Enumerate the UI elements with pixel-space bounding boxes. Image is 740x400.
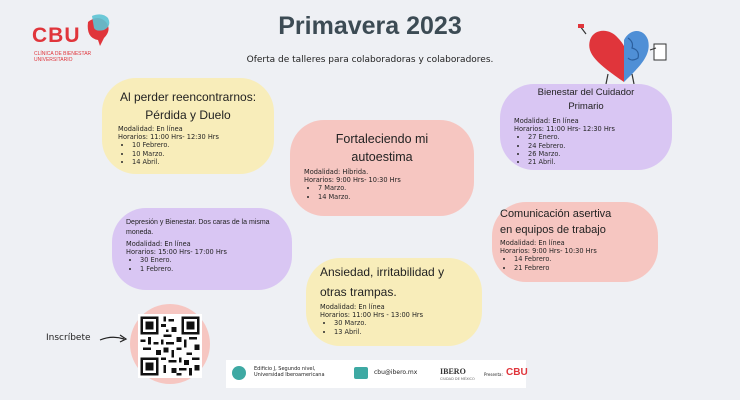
workshop-card-comunicacion-asertiva[interactable] [492, 202, 658, 282]
date-item: • 24 Febrero. [528, 142, 658, 150]
workshop-modalidad: Modalidad: En línea [514, 117, 579, 125]
presenta-label: Presenta: [484, 372, 503, 377]
workshop-title: Al perder reencontrarnos: Pérdida y Duelo [119, 90, 257, 122]
location-pin-icon [232, 366, 246, 380]
date-item: • 14 Marzo. [318, 193, 460, 201]
workshop-card-cuidador-primario[interactable] [500, 84, 672, 170]
date-item: • 30 Marzo. [334, 319, 468, 327]
workshop-horario: Horarios: 9:00 Hrs- 10:30 Hrs [500, 247, 597, 256]
workshop-title: Depresión y Bienestar. Dos caras de la misma moneda. [126, 219, 270, 236]
date-item: • 27 Enero. [528, 133, 658, 141]
workshop-modalidad: Modalidad: En línea [500, 239, 565, 247]
date-item: • 14 Febrero. [514, 255, 650, 263]
date-item: • 1 Febrero. [140, 265, 278, 273]
footer-email-link[interactable]: cbu@ibero.mx [374, 369, 418, 376]
workshop-horario: Horarios: 11:00 Hrs- 12:30 Hrs [118, 133, 219, 142]
workshop-dates [132, 141, 258, 166]
workshop-title: Fortaleciendo mi autoestima [335, 132, 429, 164]
date-item: • 30 Enero. [140, 256, 278, 264]
date-item: • 26 Marzo. [528, 150, 658, 158]
date-item: • 13 Abril. [334, 328, 468, 336]
workshop-horario: Horarios: 11:00 Hrs - 13:00 Hrs [320, 311, 424, 320]
page-title: Primavera 2023 [278, 12, 462, 40]
date-item: • 14 Abril. [132, 158, 258, 166]
workshop-card-perdida-duelo[interactable] [102, 78, 274, 174]
workshop-modalidad: Modalidad: En línea [118, 125, 183, 133]
workshop-horario: Horarios: 11:00 Hrs- 12:30 Hrs [514, 125, 615, 134]
workshop-title: Ansiedad, irritabilidad y otras trampas. [320, 265, 445, 299]
logo-subtitle: CLÍNICA DE BIENESTAR UNIVERSITARIO [34, 51, 92, 63]
date-item: • 10 Marzo. [132, 150, 258, 158]
workshop-dates [528, 133, 658, 166]
workshop-modalidad: Modalidad: En línea [320, 303, 385, 311]
workshop-title: Bienestar del Cuidador Primario [537, 87, 635, 112]
page-subtitle: Oferta de talleres para colaboradoras y colaboradores. [246, 55, 494, 65]
date-item: • 7 Marzo. [318, 184, 460, 192]
workshop-dates [334, 319, 468, 335]
workshop-card-autoestima[interactable] [290, 120, 474, 216]
heart-brain-illustration-icon [578, 24, 670, 86]
workshop-modalidad: Modalidad: En línea [126, 240, 191, 248]
inscribete-label: Inscríbete [46, 333, 91, 343]
workshop-title: Comunicación asertiva en equipos de trabajo [500, 208, 612, 236]
qr-code-icon[interactable] [138, 314, 202, 378]
ibero-logo: IBERO [440, 367, 466, 376]
workshop-dates [140, 256, 278, 272]
date-item: • 21 Febrero [514, 264, 650, 272]
workshop-card-ansiedad[interactable] [306, 258, 482, 346]
date-item: • 21 Abril. [528, 158, 658, 166]
workshop-modalidad: Modalidad: Híbrida. [304, 168, 369, 176]
ibero-logo-sub: CIUDAD DE MÉXICO [440, 377, 475, 381]
arrow-right-icon [98, 331, 130, 345]
footer-address: Edificio J, Segundo nivel, Universidad Iberoamericana [254, 366, 325, 378]
workshop-dates [514, 255, 650, 271]
logo-text: CBU [32, 24, 81, 47]
mail-icon [354, 367, 368, 379]
workshop-card-depresion-bienestar[interactable] [112, 208, 292, 290]
date-item: • 10 Febrero. [132, 141, 258, 149]
workshop-horario: Horarios: 9:00 Hrs- 10:30 Hrs [304, 176, 401, 185]
workshop-dates [318, 184, 460, 200]
cbu-small-logo: CBU [506, 367, 528, 378]
workshop-horario: Horarios: 15:00 Hrs- 17:00 Hrs [126, 248, 227, 257]
